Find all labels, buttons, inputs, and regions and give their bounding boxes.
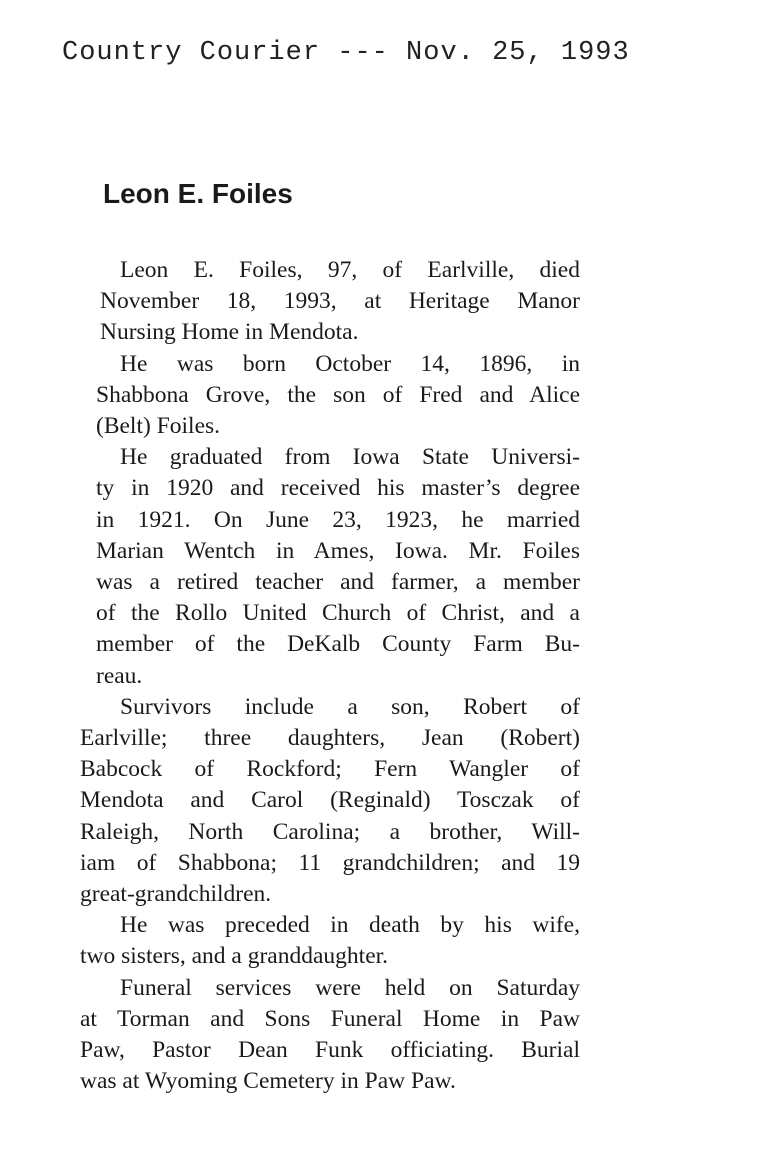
text-line: Leon E. Foiles, 97, of Earlville, died: [120, 257, 580, 283]
text-line: He was preceded in death by his wife,: [120, 912, 580, 939]
text-line: (Belt) Foiles.: [96, 413, 221, 440]
text-line: Funeral services were held on Saturday: [120, 974, 580, 1001]
text-line: of the Rollo United Church of Christ, and a: [96, 600, 580, 627]
paragraph-preceded: [80, 910, 580, 972]
publication-date-header: Country Courier --- Nov. 25, 1993: [62, 38, 630, 68]
text-line: member of the DeKalb County Farm Bu-: [96, 631, 580, 658]
text-line: Paw, Pastor Dean Funk officiating. Burial: [80, 1037, 580, 1064]
text-line: was a retired teacher and farmer, a member: [96, 569, 580, 596]
text-line: reau.: [96, 662, 143, 689]
paragraph-education-career: [80, 442, 580, 692]
text-line: Babcock of Rockford; Fern Wangler of: [80, 756, 580, 783]
text-line: two sisters, and a granddaughter.: [80, 943, 389, 970]
text-line: Earlville; three daughters, Jean (Robert): [80, 725, 580, 752]
paragraph-funeral: [80, 973, 580, 1098]
text-line: great-grandchildren.: [80, 881, 272, 908]
text-line: at Torman and Sons Funeral Home in Paw: [80, 1005, 580, 1032]
text-line: was at Wyoming Cemetery in Paw Paw.: [80, 1068, 456, 1095]
paragraph-birth: [80, 349, 580, 443]
paragraph-survivors: [80, 692, 580, 910]
text-line: ty in 1920 and received his master’s degree: [96, 475, 580, 502]
obituary-body: [80, 255, 580, 1097]
paragraph-death-notice: [80, 255, 580, 349]
text-line: in 1921. On June 23, 1923, he married: [96, 506, 580, 533]
text-line: Survivors include a son, Robert of: [120, 693, 580, 720]
text-line: November 18, 1993, at Heritage Manor: [100, 288, 580, 315]
text-line: iam of Shabbona; 11 grandchildren; and 19: [80, 849, 580, 876]
obituary-title: Leon E. Foiles: [103, 178, 293, 209]
text-line: Raleigh, North Carolina; a brother, Will-: [80, 818, 580, 845]
text-line: Shabbona Grove, the son of Fred and Alice: [96, 381, 580, 408]
text-line: He was born October 14, 1896, in: [120, 350, 580, 377]
text-line: He graduated from Iowa State Universi-: [120, 444, 580, 471]
text-line: Nursing Home in Mendota.: [100, 319, 359, 346]
text-line: Marian Wentch in Ames, Iowa. Mr. Foiles: [96, 537, 580, 564]
text-line: Mendota and Carol (Reginald) Tosczak of: [80, 787, 580, 814]
